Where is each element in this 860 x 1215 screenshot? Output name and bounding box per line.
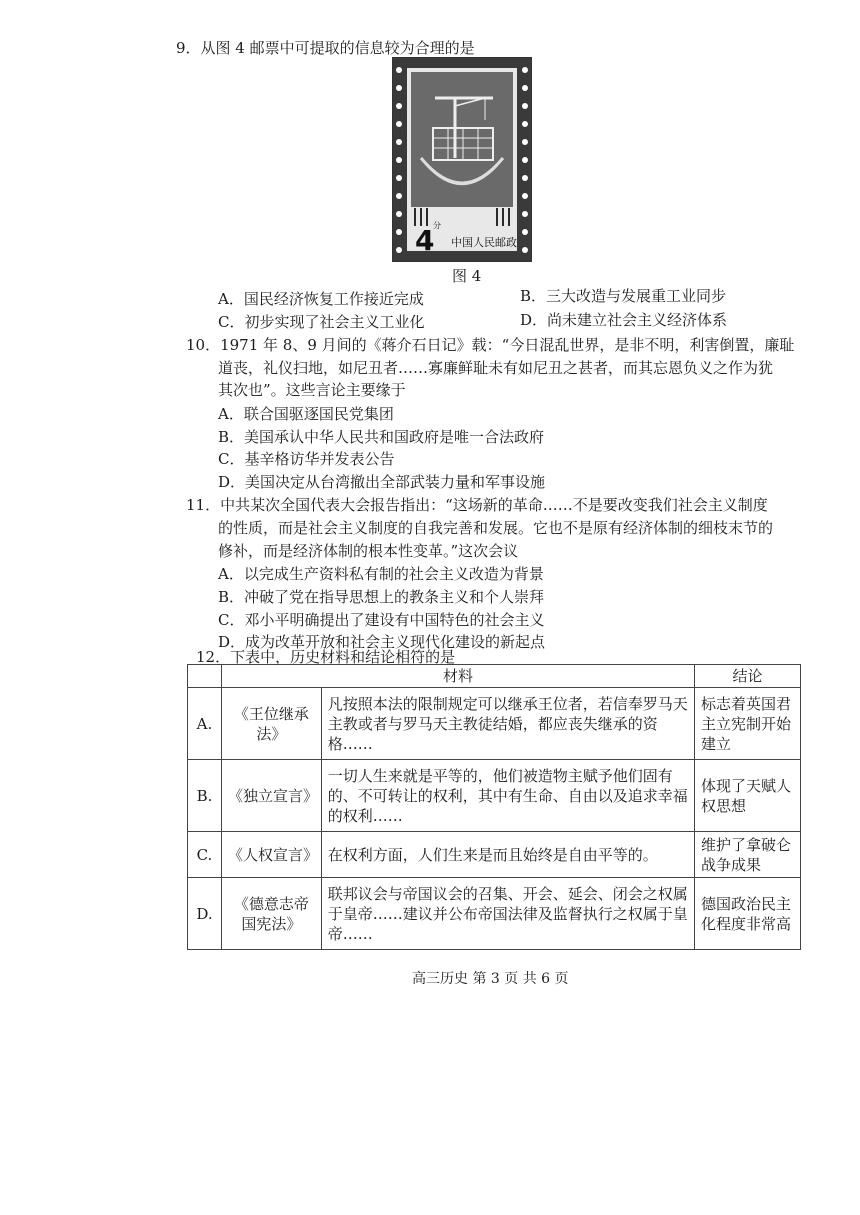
row-conclusion: 维护了拿破仑战争成果 <box>695 832 801 878</box>
q9-option-c: C．初步实现了社会主义工业化 <box>218 313 425 331</box>
row-label: B. <box>188 760 222 832</box>
q11-stem-line-3: 修补，而是经济体制的根本性变革。”这次会议 <box>218 542 519 560</box>
row-conclusion: 德国政治民主化程度非常高 <box>695 878 801 950</box>
row-material: 联邦议会与帝国议会的召集、开会、延会、闭会之权属于皇帝……建议并公布帝国法律及监督执行之权属于皇帝…… <box>321 878 694 950</box>
stamp-image <box>393 58 531 261</box>
stamp-value: 4 <box>415 224 435 257</box>
q10-option-a: A．联合国驱逐国民党集团 <box>218 405 394 423</box>
q10-stem-line-3: 其次也”。这些言论主要缘于 <box>218 381 406 399</box>
figure-caption: 图 4 <box>452 267 482 285</box>
header-material: 材料 <box>221 665 694 688</box>
q11-stem-line-1: 11．中共某次全国代表大会报告指出：“这场新的革命……不是要改变我们社会主义制度 <box>186 496 768 514</box>
question-9-stem: 9．从图 4 邮票中可提取的信息较为合理的是 <box>176 39 475 57</box>
header-empty-cell <box>188 665 222 688</box>
table-row <box>188 760 801 832</box>
row-conclusion: 标志着英国君主立宪制开始建立 <box>695 688 801 760</box>
q10-option-c: C．基辛格访华并发表公告 <box>218 450 395 468</box>
q9-option-a: A．国民经济恢复工作接近完成 <box>218 290 424 308</box>
row-label: A. <box>188 688 222 760</box>
table-row <box>188 832 801 878</box>
q11-option-a: A．以完成生产资料私有制的社会主义改造为背景 <box>218 565 544 583</box>
row-title: 《德意志帝国宪法》 <box>221 878 321 950</box>
row-material: 凡按照本法的限制规定可以继承王位者，若信奉罗马天主教或者与罗马天主教徒结婚，都应丧失继承的资格…… <box>321 688 694 760</box>
table-row <box>188 688 801 760</box>
q10-option-d: D．美国决定从台湾撤出全部武装力量和军事设施 <box>218 473 546 491</box>
q11-option-c: C．邓小平明确提出了建设有中国特色的社会主义 <box>218 611 545 629</box>
q10-stem-line-1: 10．1971 年 8、9 月间的《蒋介石日记》载：“今日混乱世界，是非不明，利害倒置，廉耻 <box>186 336 795 354</box>
q10-option-b: B．美国承认中华人民共和国政府是唯一合法政府 <box>218 428 545 446</box>
row-conclusion: 体现了天赋人权思想 <box>695 760 801 832</box>
row-label: D. <box>188 878 222 950</box>
table-row <box>188 878 801 950</box>
row-material: 一切人生来就是平等的，他们被造物主赋予他们固有的、不可转让的权利，其中有生命、自由以及追求幸福的权利…… <box>321 760 694 832</box>
row-material: 在权利方面，人们生来是而且始终是自由平等的。 <box>321 832 694 878</box>
header-conclusion: 结论 <box>695 665 801 688</box>
row-label: C. <box>188 832 222 878</box>
stamp-unit: 分 <box>433 221 441 230</box>
row-title: 《王位继承法》 <box>221 688 321 760</box>
q11-stem-line-2: 的性质，而是社会主义制度的自我完善和发展。它也不是原有经济体制的细枝末节的 <box>218 519 774 537</box>
q11-option-d: D．成为改革开放和社会主义现代化建设的新起点 <box>218 633 546 651</box>
stamp-figure <box>392 57 532 262</box>
stamp-country: 中国人民邮政 <box>451 236 517 249</box>
q11-option-b: B．冲破了党在指导思想上的教条主义和个人崇拜 <box>218 588 545 606</box>
q9-option-d: D．尚未建立社会主义经济体系 <box>520 311 728 329</box>
q12-table <box>187 664 801 950</box>
q10-stem-line-2: 道丧，礼仪扫地，如尼丑者……寡廉鲜耻未有如尼丑之甚者，而其忘恩负义之作为犹 <box>218 359 774 377</box>
q9-option-b: B．三大改造与发展重工业同步 <box>520 287 727 305</box>
row-title: 《人权宣言》 <box>221 832 321 878</box>
table-header-row <box>188 665 801 688</box>
q12-stem: 12．下表中，历史材料和结论相符的是 <box>196 648 456 666</box>
page-footer: 高三历史 第 3 页 共 6 页 <box>412 971 569 987</box>
row-title: 《独立宣言》 <box>221 760 321 832</box>
